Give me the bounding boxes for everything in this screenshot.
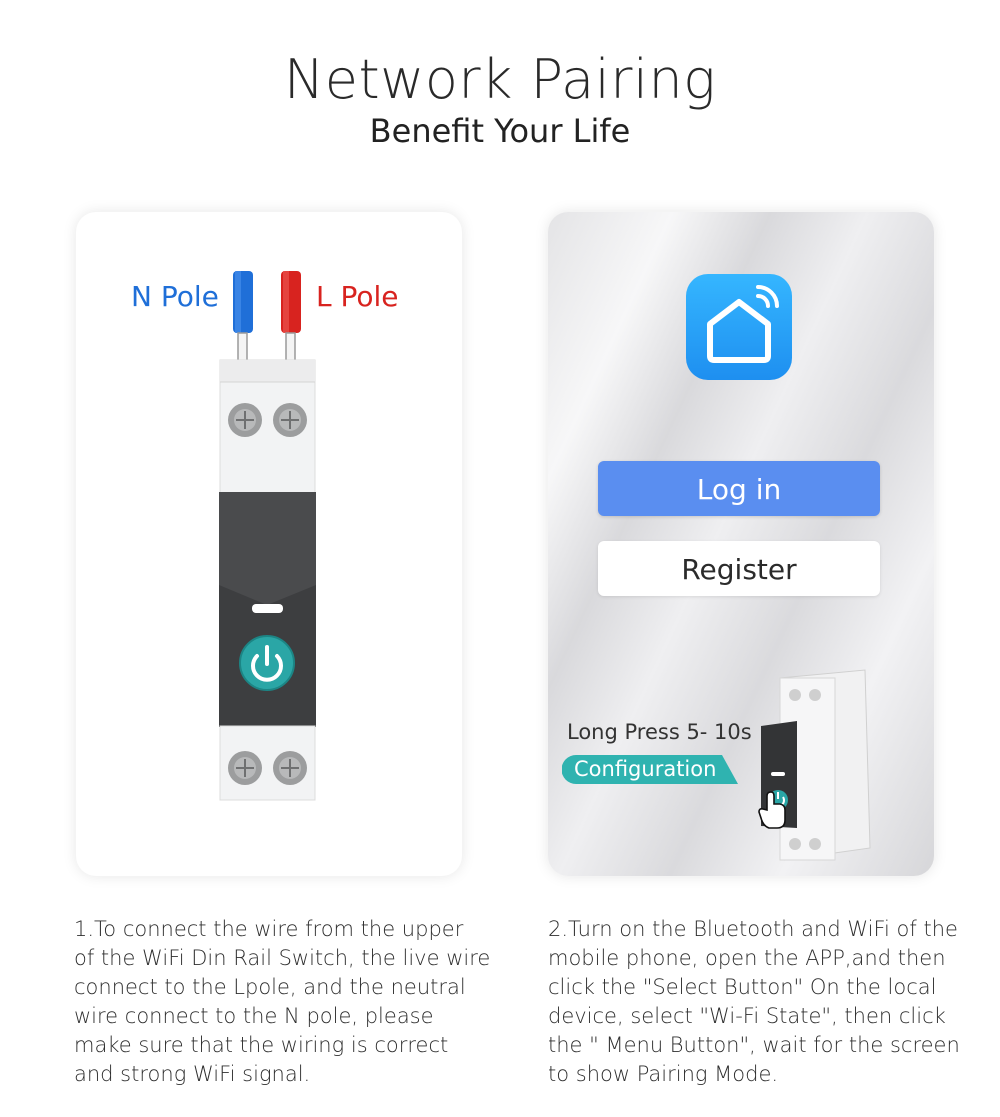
configuration-tag-label: Configuration — [574, 757, 717, 781]
login-button[interactable]: Log in — [598, 461, 880, 516]
long-press-instruction: Long Press 5- 10s — [567, 720, 752, 744]
din-rail-switch-illustration — [210, 260, 330, 805]
step-2-line: mobile phone, open the APP,and then — [548, 946, 946, 970]
step-1-line: of the WiFi Din Rail Switch, the live wire — [74, 946, 491, 970]
neutral-wire — [233, 271, 253, 373]
step-2-line: device, select "Wi-Fi State", then click — [548, 1004, 946, 1028]
n-pole-label: N Pole — [131, 280, 219, 313]
step-2-line: click the "Select Button" On the local — [548, 975, 937, 999]
step-2-line: 2.Turn on the Bluetooth and WiFi of the — [548, 917, 958, 941]
step-1-line: wire connect to the N pole, please — [74, 1004, 434, 1028]
step-1-line: and strong WiFi signal. — [74, 1062, 311, 1086]
register-button[interactable]: Register — [598, 541, 880, 596]
step-1-line: connect to the Lpole, and the neutral — [74, 975, 466, 999]
page-subtitle: Benefit Your Life — [369, 112, 631, 150]
step-2-line: the " Menu Button", wait for the screen — [548, 1033, 960, 1057]
configuration-tag — [562, 755, 738, 784]
step-1-line: make sure that the wiring is correct — [74, 1033, 449, 1057]
din-rail-device-small-illustration — [755, 668, 885, 864]
step-1-description — [74, 915, 491, 1089]
l-pole-label: L Pole — [316, 280, 399, 313]
page-title: Network Pairing — [283, 48, 717, 111]
power-button — [240, 636, 294, 690]
live-wire — [281, 271, 301, 373]
step-1-line: 1.To connect the wire from the upper — [74, 917, 464, 941]
step-2-line: to show Pairing Mode. — [548, 1062, 779, 1086]
step-2-description — [548, 915, 968, 1089]
smart-home-app-icon — [686, 274, 792, 380]
